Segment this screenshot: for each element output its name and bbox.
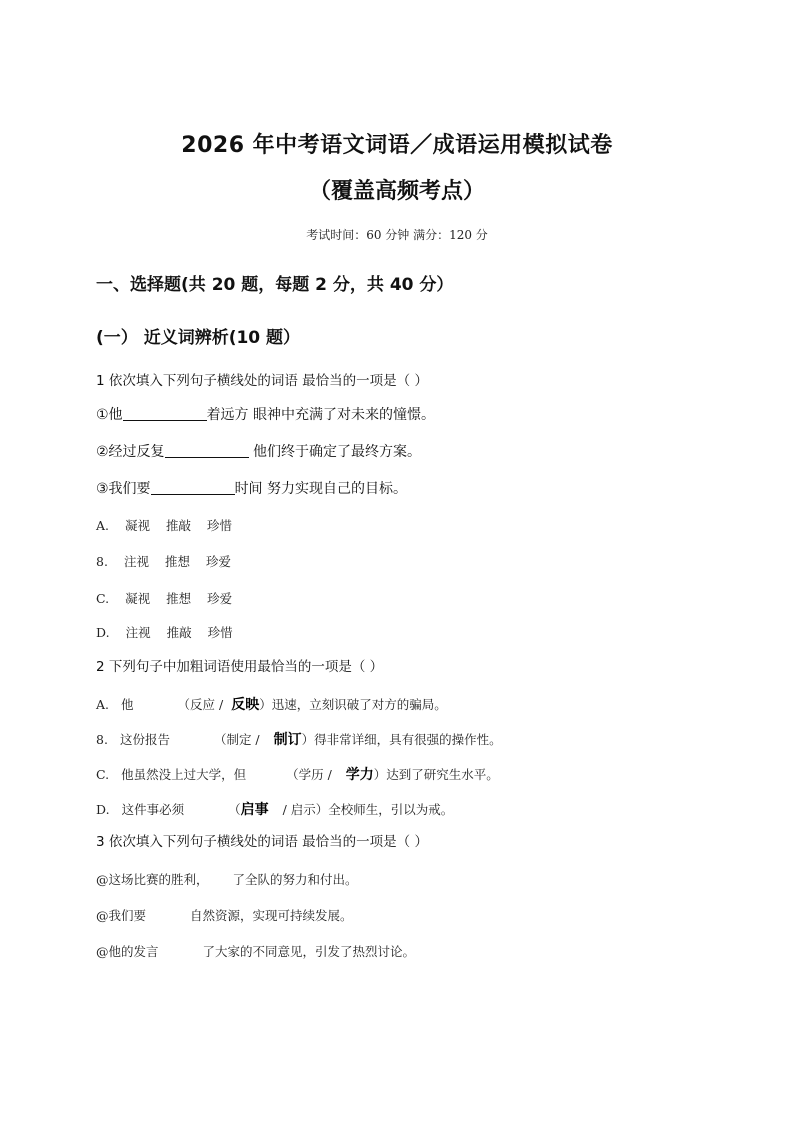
question-1-sentence-3 — [96, 478, 407, 498]
sentence-suffix: 他们终于确定了最终方案。 — [248, 444, 422, 460]
sentence-prefix: ②经过反复 — [96, 444, 165, 460]
sentence-prefix: ③我们要 — [96, 481, 151, 497]
option-label: 8. — [96, 554, 108, 569]
option-word: 注视 — [125, 625, 151, 640]
option-text: 这份报告 — [119, 732, 170, 747]
question-2-option-d[interactable] — [96, 799, 453, 819]
question-3-stem: 3 依次填入下列句子横线处的词语 最恰当的一项是（ ） — [96, 834, 428, 850]
sentence-prefix: ①他 — [96, 407, 123, 423]
part-heading: (一） 近义词辨析(10 题） — [96, 328, 301, 348]
option-label: C. — [96, 591, 110, 606]
answer-blank[interactable] — [151, 480, 235, 495]
question-1-option-a[interactable] — [96, 516, 248, 534]
option-text: / 启示）全校师生，引以为戒。 — [282, 802, 454, 817]
question-2-option-c[interactable] — [96, 764, 499, 784]
option-choice: （学历 / — [286, 767, 332, 782]
exam-subtitle: （覆盖高频考点） — [308, 179, 485, 204]
question-1-sentence-1 — [96, 404, 435, 424]
option-word: 凝视 — [125, 591, 151, 606]
option-word: 珍爱 — [207, 591, 233, 606]
option-label: C. — [96, 767, 110, 782]
sentence-suffix: 了大家的不同意见，引发了热烈讨论。 — [202, 944, 416, 959]
option-choice: （制定 / — [213, 732, 260, 747]
option-bold-word: 学力 — [345, 767, 374, 783]
option-text: 他 — [121, 697, 134, 712]
option-word: 珍惜 — [207, 625, 233, 640]
option-text: ）迅速，立刻识破了对方的骗局。 — [259, 697, 447, 712]
exam-title: 2026 年中考语文词语／成语运用模拟试卷 — [181, 133, 613, 158]
answer-blank[interactable] — [123, 406, 207, 421]
sentence-prefix: @他的发言 — [96, 944, 159, 959]
option-word: 注视 — [123, 554, 149, 569]
question-3-sentence-1 — [96, 870, 358, 888]
sentence-suffix: 时间 努力实现自己的目标。 — [234, 481, 408, 497]
option-text: ）达到了研究生水平。 — [373, 767, 499, 782]
question-1-option-d[interactable] — [96, 623, 249, 641]
question-3-sentence-3 — [96, 942, 415, 960]
option-bold-word: 反映 — [231, 697, 260, 713]
option-label: A. — [96, 518, 110, 533]
exam-info: 考试时间：60 分钟 满分：120 分 — [306, 228, 488, 242]
option-label: D. — [96, 625, 110, 640]
question-2-option-b[interactable] — [96, 729, 502, 749]
sentence-suffix: 着远方 眼神中充满了对未来的憧憬。 — [206, 407, 436, 423]
question-2-option-a[interactable] — [96, 694, 447, 714]
option-bold-word: 制订 — [273, 732, 302, 748]
option-text: 他虽然没上过大学，但 — [121, 767, 247, 782]
option-choice: （反应 / — [177, 697, 224, 712]
question-1-stem: 1 依次填入下列句子横线处的词语 最恰当的一项是（ ） — [96, 373, 428, 389]
question-2-stem: 2 下列句子中加粗词语使用最恰当的一项是（ ） — [96, 659, 384, 675]
option-label: D. — [96, 802, 110, 817]
option-label: 8. — [96, 732, 108, 747]
option-text: 这件事必须 — [121, 802, 185, 817]
sentence-prefix: @我们要 — [96, 908, 147, 923]
option-word: 凝视 — [125, 518, 151, 533]
question-1-option-b[interactable] — [96, 552, 247, 570]
answer-blank[interactable] — [165, 443, 249, 458]
option-bold-word: 启事 — [240, 802, 269, 818]
sentence-suffix: 自然资源，实现可持续发展。 — [190, 908, 353, 923]
option-word: 珍爱 — [205, 554, 231, 569]
option-label: A. — [96, 697, 110, 712]
option-choice: （ — [228, 802, 241, 817]
option-word: 推敲 — [166, 518, 192, 533]
option-word: 推敲 — [166, 625, 192, 640]
option-word: 推想 — [166, 591, 192, 606]
option-word: 珍惜 — [207, 518, 233, 533]
question-3-sentence-2 — [96, 906, 353, 924]
option-word: 推想 — [164, 554, 190, 569]
section-heading: 一、选择题(共 20 题，每题 2 分，共 40 分） — [96, 275, 454, 295]
sentence-prefix: @这场比赛的胜利， — [96, 872, 209, 887]
question-1-option-c[interactable] — [96, 589, 248, 607]
option-text: ）得非常详细，具有很强的操作性。 — [301, 732, 502, 747]
sentence-suffix: 了全队的努力和付出。 — [232, 872, 358, 887]
question-1-sentence-2 — [96, 441, 421, 461]
